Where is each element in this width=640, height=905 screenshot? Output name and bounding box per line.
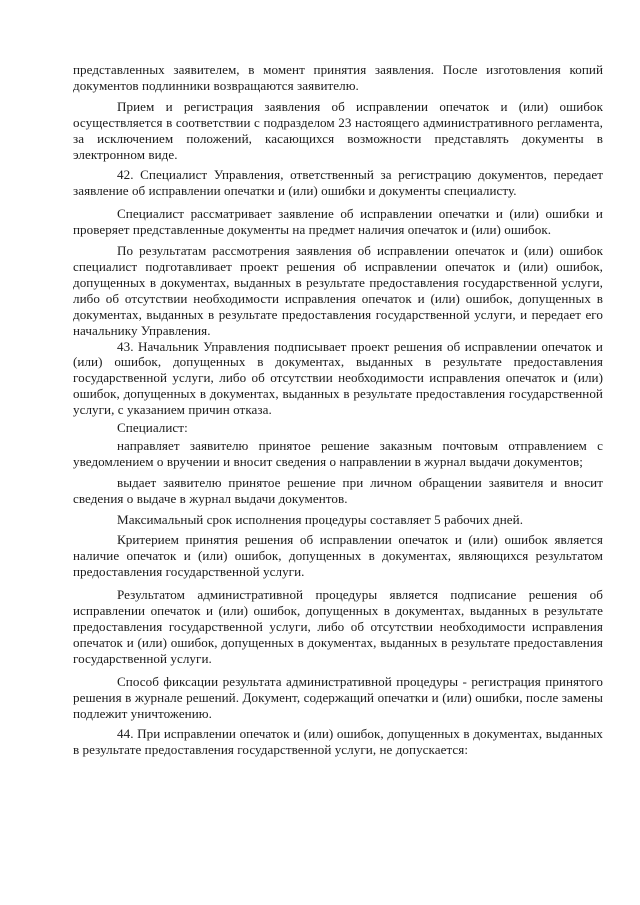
paragraph-fixation-method: Способ фиксации результата административной процедуры - регистрация принятого решения в журнале решений. Документ, содержащий опечатки и (или) ошибки, после замены подлежит уничтожению. (73, 673, 603, 721)
paragraph-item-43: 43. Начальник Управления подписывает проект решения об исправлении опечаток и (или) ошибок, допущенных в документах, выданных в результате предоставления государственной услуги, либо об отсутствии необходимости исправления опечаток и (или) ошибок, допущенных в документах, выданных в результате предоставления государственной услуги, с указанием причин отказа. (73, 338, 603, 418)
paragraph-draft-decision: По результатам рассмотрения заявления об исправлении опечаток и (или) ошибок специалист подготавливает проект решения об исправлении опечаток и (или) ошибок, допущенных в документах, выданных в результате предоставления государственной услуги, либо об отсутствии необходимости исправления опечаток и (или) ошибок, допущенных в документах, выданных в результате предоставления государственной услуги, и передает его начальнику Управления. (73, 243, 603, 338)
paragraph-procedure-result: Результатом административной процедуры является подписание решения об исправлении опечаток и (или) ошибок, допущенных в документах, выданных в результате предоставления государственной услуги, либо об отсутствии необходимости исправления опечаток и (или) ошибок, допущенных в документах, выданных в результате предоставления государственной услуги. (73, 587, 603, 666)
document-page (73, 62, 603, 758)
paragraph-registration: Прием и регистрация заявления об исправлении опечаток и (или) ошибок осуществляется в соответствии с подразделом 23 настоящего административного регламента, за исключением положений, касающихся возможности представлять документы в электронном виде. (73, 98, 603, 162)
paragraph-item-44: 44. При исправлении опечаток и (или) ошибок, допущенных в документах, выданных в результате предоставления государственной услуги, не допускается: (73, 726, 603, 758)
paragraph-review: Специалист рассматривает заявление об исправлении опечатки и (или) ошибки и проверяет представленные документы на предмет наличия опечаток и (или) ошибок. (73, 206, 603, 238)
paragraph-decision-criterion: Критерием принятия решения об исправлении опечаток и (или) ошибок является наличие опечаток и (или) ошибок, допущенных в документах, являющихся результатом предоставления государственной услуги. (73, 532, 603, 580)
paragraph-continuation: представленных заявителем, в момент принятия заявления. После изготовления копий документов подлинники возвращаются заявителю. (73, 62, 603, 93)
paragraph-item-42: 42. Специалист Управления, ответственный за регистрацию документов, передает заявление об исправлении опечатки и (или) ошибки и документы специалисту. (73, 167, 603, 199)
paragraph-max-duration: Максимальный срок исполнения процедуры составляет 5 рабочих дней. (117, 511, 524, 527)
paragraph-specialist-label: Специалист: (117, 420, 188, 436)
paragraph-send-by-mail: направляет заявителю принятое решение заказным почтовым отправлением с уведомлением о вручении и вносит сведения о направлении в журнал выдачи документов; (73, 437, 603, 469)
paragraph-issue-in-person: выдает заявителю принятое решение при личном обращении заявителя и вносит сведения о выдаче в журнал выдачи документов. (73, 474, 603, 506)
